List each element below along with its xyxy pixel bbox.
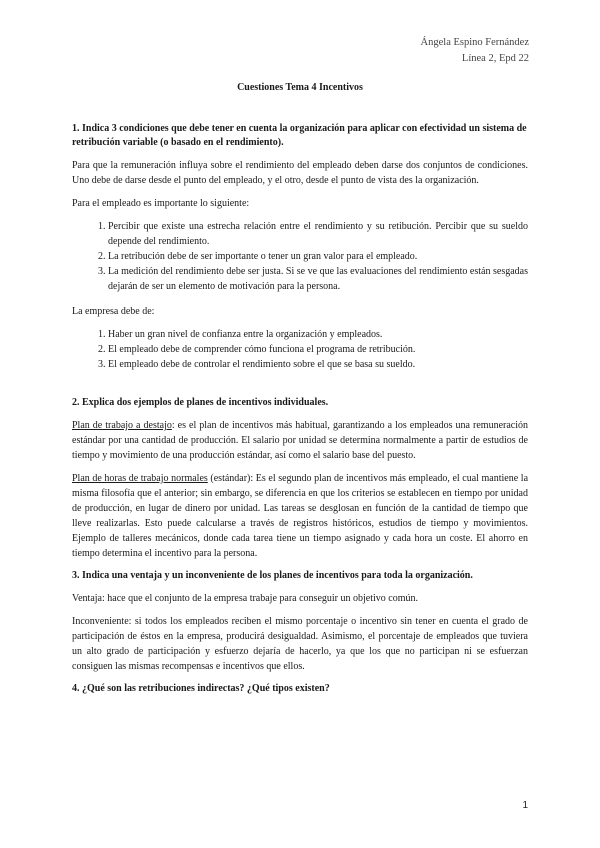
question-4-heading: 4. ¿Qué son las retribuciones indirectas? ¿Qué tipos existen? xyxy=(72,683,330,694)
document-title: Cuestiones Tema 4 Incentivos xyxy=(237,82,363,93)
question-2-heading: 2. Explica dos ejemplos de planes de incentivos individuales. xyxy=(72,397,329,408)
advantage-paragraph: Ventaja: hace que el conjunto de la empresa trabaje para conseguir un objetivo común. xyxy=(72,593,418,604)
piecework-plan-term: Plan de trabajo a destajo xyxy=(72,420,172,431)
q1-intro-paragraph: Para que la remuneración influya sobre el rendimiento del empleado deben darse dos conjuntos de condiciones. Uno debe de darse desde el punto del empleado, y el otro, desde el punto de vista des la organización. xyxy=(72,160,528,186)
question-3-heading: 3. Indica una ventaja y un inconveniente de los planes de incentivos para toda la organización. xyxy=(72,570,473,581)
list-item: 2. La retribución debe de ser importante o tener un gran valor para el empleado. xyxy=(108,249,528,264)
standard-hours-plan-term: Plan de horas de trabajo normales xyxy=(72,473,208,484)
page-header xyxy=(421,35,529,67)
disadvantage-paragraph: Inconveniente: si todos los empleados reciben el mismo porcentaje o incentivo sin tener en cuenta el grado de participación de éstos en la empresa, producirá desigualdad. Asimismo, el porcentaje de empleados que tuviera un alto grado de participación y esfuerzo dejaría de hacerlo, ya que los que no participan ni se esfuerzan consiguen las mismas recompensas e incentivos que ellos. xyxy=(72,616,528,672)
list-item: 3. La medición del rendimiento debe ser justa. Si se ve que las evaluaciones del rendimiento están sesgadas dejarán de ser un elemento de motivación para la persona. xyxy=(108,264,528,294)
standard-hours-plan-text: (estándar): Es el segundo plan de incentivos más empleado, el cual mantiene la misma filosofía que el anterior; sin embargo, se diferencia en que los criterios se establecen en tiempo por unidad de producción, en lugar de dinero por unidad. Las tareas se desglosan en función de la cantidad de tiempo que lleve realizarlas. Esto puede calcularse a través de registros históricos, estudios de tiempo y movimientos. Ejemplo de talleres mecánicos, donde cada tarea tiene un tiempo asignado y cada hora un coste. El ahorro en tiempo determina el incentivo para la persona. xyxy=(72,473,529,559)
list-item: 2. El empleado debe de comprender cómo funciona el programa de retribución. xyxy=(108,342,528,357)
company-conditions-list xyxy=(72,327,528,372)
employee-label: Para el empleado es importante lo siguiente: xyxy=(72,198,250,209)
piecework-plan-text: : es el plan de incentivos más habitual, garantizando a los empleados una remuneración estándar por una cantidad de producción. El salario por unidad se determina normalmente a partir de estudios de tiempo y movimiento de una producción estándar, así como el salario base del puesto. xyxy=(72,420,528,461)
author-name: Ángela Espino Fernández xyxy=(420,37,529,48)
page-number: 1 xyxy=(522,800,528,811)
group-label: Línea 2, Epd 22 xyxy=(461,53,529,64)
list-item: 1. Haber un gran nivel de confianza entre la organización y empleados. xyxy=(108,327,528,342)
list-item: 3. El empleado debe de controlar el rendimiento sobre el que se basa su sueldo. xyxy=(108,357,528,372)
standard-hours-plan-paragraph xyxy=(72,471,528,561)
employee-conditions-list xyxy=(72,219,528,294)
piecework-plan-paragraph xyxy=(72,418,528,463)
list-item: 1. Percibir que existe una estrecha relación entre el rendimiento y su retibución. Percibir que su sueldo depende del rendimiento. xyxy=(108,219,528,249)
document-body xyxy=(72,122,528,704)
company-label: La empresa debe de: xyxy=(72,306,155,317)
question-1-heading: 1. Indica 3 condiciones que debe tener en cuenta la organización para aplicar con efectividad un sistema de retribución variable (o basado en el rendimiento). xyxy=(72,123,527,148)
